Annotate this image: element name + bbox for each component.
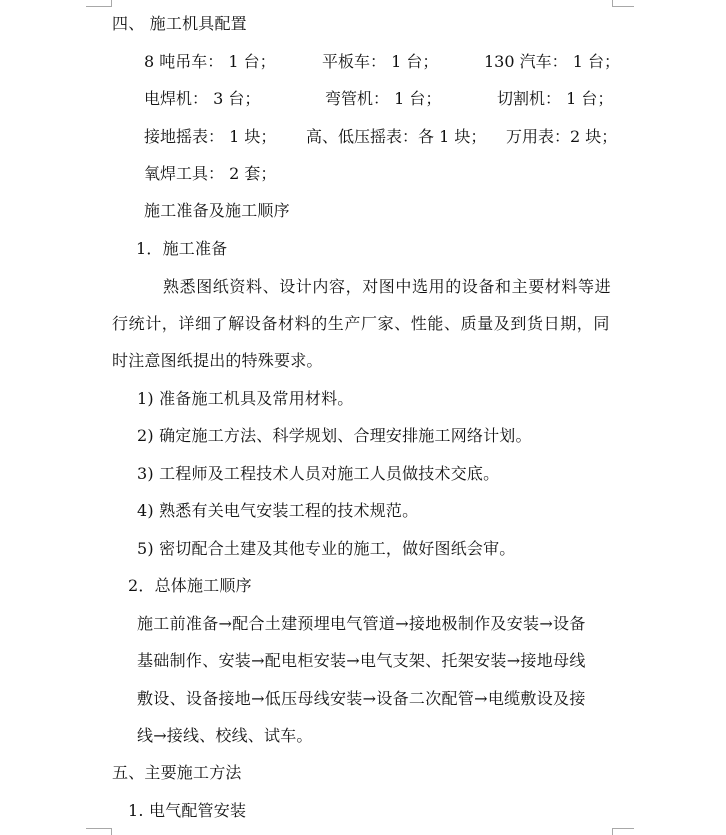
section-heading: 四、 施工机具配置 (112, 14, 247, 33)
equipment-item: 接地摇表： 1 块； (144, 127, 277, 146)
prep-list-item: 3) 工程师及工程技术人员对施工人员做技术交底。 (137, 464, 500, 483)
equipment-item: 万用表：2 块； (506, 127, 618, 146)
crop-mark (111, 828, 112, 835)
crop-mark (612, 828, 634, 829)
crop-mark (86, 6, 111, 7)
order-line: 施工前准备→配合土建预埋电气管道→接地极制作及安装→设备 (137, 614, 586, 633)
crop-mark (612, 0, 613, 7)
subheading: 施工准备及施工顺序 (144, 201, 290, 220)
equipment-item: 高、低压摇表：各 1 块； (306, 127, 487, 146)
equipment-item: 8 吨吊车： 1 台； (144, 52, 276, 71)
prep-list-item: 2) 确定施工方法、科学规划、合理安排施工网络计划。 (137, 426, 532, 445)
equipment-item: 弯管机： 1 台； (325, 89, 442, 108)
crop-mark (612, 6, 634, 7)
order-line: 线→接线、校线、试车。 (137, 726, 313, 745)
order-line: 基础制作、安装→配电柜安装→电气支架、托架安装→接地母线 (137, 651, 586, 670)
crop-mark (612, 828, 613, 835)
equipment-item: 电焊机： 3 台； (144, 89, 261, 108)
order-line: 敷设、设备接地→低压母线安装→设备二次配管→电缆敷设及接 (137, 689, 586, 708)
equipment-item: 切割机： 1 台； (497, 89, 614, 108)
prep-title: 1．施工准备 (136, 239, 228, 258)
prep-paragraph-line: 行统计，详细了解设备材料的生产厂家、性能、质量及到货日期，同 (112, 314, 611, 333)
equipment-item: 氧焊工具： 2 套； (144, 164, 277, 183)
prep-list-item: 4) 熟悉有关电气安装工程的技术规范。 (137, 501, 419, 520)
order-title: 2．总体施工顺序 (128, 576, 252, 595)
section5-sub1: 1. 电气配管安装 (128, 801, 247, 820)
section-heading: 五、主要施工方法 (112, 763, 242, 782)
crop-mark (86, 828, 111, 829)
prep-list-item: 1) 准备施工机具及常用材料。 (137, 389, 354, 408)
prep-list-item: 5) 密切配合土建及其他专业的施工，做好图纸会审。 (137, 539, 516, 558)
equipment-item: 平板车： 1 台； (322, 52, 439, 71)
prep-paragraph-line: 熟悉图纸资料、设计内容，对图中选用的设备和主要材料等进 (163, 277, 612, 296)
crop-mark (111, 0, 112, 7)
prep-paragraph-line: 时注意图纸提出的特殊要求。 (112, 351, 323, 370)
equipment-item: 130 汽车： 1 台； (484, 52, 620, 71)
